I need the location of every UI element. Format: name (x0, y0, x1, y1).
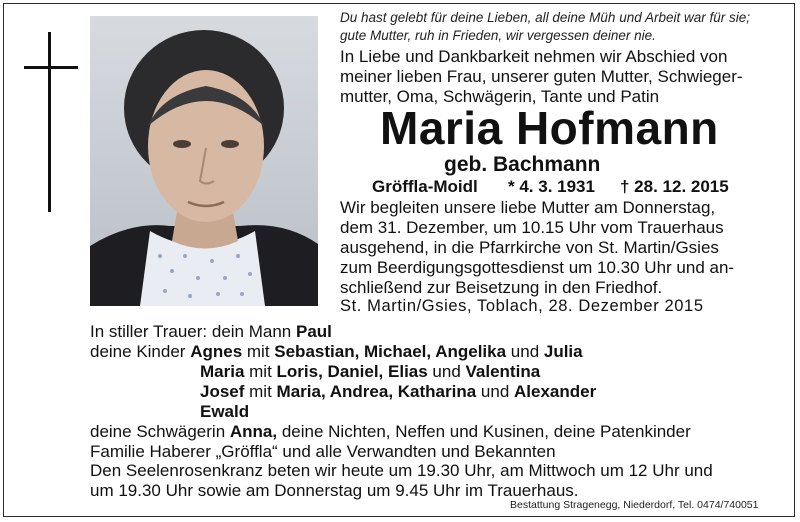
funeral-line-2: dem 31. Dezember, um 10.15 Uhr vom Trauerhaus (340, 218, 724, 237)
text: und (506, 342, 544, 361)
text: deine Kinder (90, 342, 191, 361)
mourners-line-5: Ewald (200, 402, 250, 421)
name-bold: Agnes (190, 342, 243, 361)
name-bold: Julia (543, 342, 583, 361)
text: mit (244, 362, 277, 381)
cross-icon-bar (24, 66, 78, 69)
text: und (476, 382, 514, 401)
mourners-line-7: Familie Haberer „Gröffla“ und alle Verwandten und Bekannten (90, 442, 556, 461)
name-bold: Paul (295, 322, 332, 341)
intro-line-1: In Liebe und Dankbarkeit nehmen wir Abschied von (340, 47, 728, 66)
name-bold: Maria, Andrea, Katharina (276, 382, 477, 401)
mourners-line-6 (90, 422, 691, 442)
rosary-line-1: Den Seelenrosenkranz beten wir heute um 19.30 Uhr, am Mittwoch um 12 Uhr und (90, 461, 713, 480)
funeral-line-1: Wir begleiten unsere liebe Mutter am Donnerstag, (340, 198, 716, 217)
text: deine Schwägerin (90, 422, 230, 441)
place-date: St. Martin/Gsies, Toblach, 28. Dezember 2015 (340, 297, 704, 315)
mourners-line-1 (90, 322, 332, 342)
rosary-line-2: um 19.30 Uhr sowie am Donnerstag um 9.45 Uhr im Trauerhaus. (90, 481, 579, 500)
name-bold: Loris, Daniel, Elias (276, 362, 428, 381)
name-bold: Alexander (514, 382, 597, 401)
text: In stiller Trauer: dein Mann (90, 322, 296, 341)
birth-date: * 4. 3. 1931 (508, 177, 595, 196)
mourners-line-3 (200, 362, 540, 382)
text: deine Nichten, Neffen und Kusinen, deine Patenkinder (277, 422, 691, 441)
funeral-line-4: zum Beerdigungsgottesdienst um 10.30 Uhr und an- (340, 258, 735, 277)
funeral-line-5: schließend zur Beisetzung in den Friedhof. (340, 278, 663, 297)
motto-line-1: Du hast gelebt für deine Lieben, all deine Müh und Arbeit war für sie; (340, 10, 750, 25)
funeral-home-footer: Bestattung Stragenegg, Niederdorf, Tel. 0474/740051 (510, 499, 759, 511)
name-bold: Anna, (229, 422, 278, 441)
name-bold: Valentina (465, 362, 541, 381)
text: und (427, 362, 466, 381)
text: mit (244, 382, 277, 401)
motto-line-2: gute Mutter, ruh in Frieden, wir vergessen deiner nie. (340, 28, 656, 43)
cross-icon (48, 32, 51, 212)
deceased-name: Maria Hofmann (380, 102, 719, 154)
birth-name: geb. Bachmann (444, 153, 601, 176)
portrait-photo (90, 16, 318, 306)
funeral-line-3: ausgehend, in die Pfarrkirche von St. Martin/Gsies (340, 238, 719, 257)
name-bold: Maria (200, 362, 245, 381)
mourners-line-4 (200, 382, 596, 402)
mourners-line-2 (90, 342, 583, 362)
death-date: † 28. 12. 2015 (620, 177, 729, 196)
intro-line-3: mutter, Oma, Schwägerin, Tante und Patin (340, 87, 660, 106)
name-bold: Sebastian, Michael, Angelika (274, 342, 507, 361)
text: mit (242, 342, 275, 361)
nickname: Gröffla-Moidl (372, 177, 478, 196)
intro-line-2: meiner lieben Frau, unserer guten Mutter, Schwieger- (340, 67, 743, 86)
name-bold: Josef (200, 382, 245, 401)
